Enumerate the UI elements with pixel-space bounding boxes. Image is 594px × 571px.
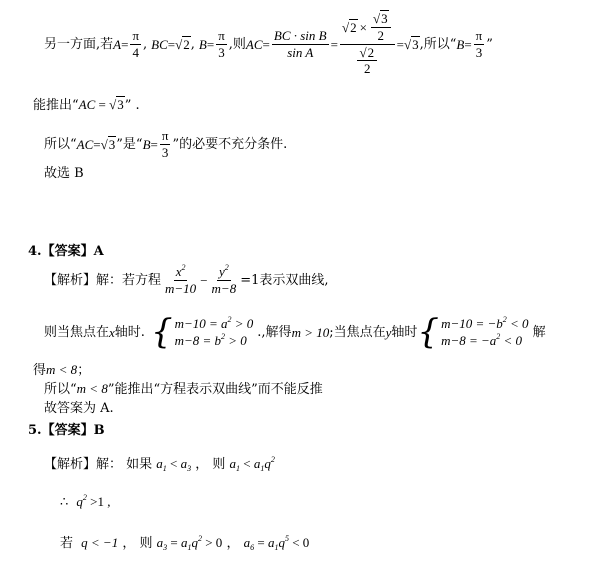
line-3: 所以“ AC = √3 ”是“ B = $\frac{\pi}{3}$ ”的必要不充分条件.: [44, 127, 288, 160]
math-var: A: [113, 36, 122, 52]
fraction: $\frac{\pi}{4}$: [132, 27, 140, 60]
line-4: 故选 B: [44, 166, 84, 181]
equation-system: { $m-10 = a^2 > 0$ $m-8 = b^2 > 0$: [150, 311, 254, 352]
q5-heading: 5.【答案】B: [28, 423, 105, 438]
q4-heading: 4.【答案】A: [28, 244, 104, 259]
q4-line-5: 故答案为 A.: [44, 401, 114, 416]
complex-fraction: √2 × $\frac{√3}{2}$ $\frac{√2}{2}$: [340, 12, 395, 76]
q4-line-2: 则当焦点在 x 轴时. { $m-10 = a^2 > 0$ $m-8 = b^2 > 0$ .,解得 m > 10 ;当焦点在 y 轴时 { $m-10 = -b^2 < 0$ $m-8 = -a^2 < 0$ 解: [44, 311, 546, 352]
q4-line-1: 【解析】解：若方程 $\frac{x^2}{m-10}$ − $\frac{y^2}{m-8}$ =1表示双曲线,: [44, 263, 329, 296]
math-op: =: [121, 36, 129, 52]
equation-system: { $m-10 = -b^2 < 0$ $m-8 = -a^2 < 0$: [417, 311, 529, 352]
line-2: 能推出“AC = √3” .: [33, 97, 140, 113]
fraction: $\frac{\text{BC · sin B}}{\text{sin A}}$: [273, 27, 327, 60]
q5-line-3: 若 q < −1 ， 则 $a_3 = a_1q^2 > 0$ ， $a_6 = a_1q^5 < 0$: [60, 534, 310, 552]
sqrt: √2: [175, 36, 190, 52]
fraction: $\frac{\pi}{3}$: [161, 127, 169, 160]
text: 另一方面,若: [44, 36, 114, 52]
q4-line-4: 所以“m < 8”能推出“方程表示双曲线”而不能反推: [44, 381, 323, 397]
q5-line-1: 【解析】解： 如果 $a_1 < a_3$ ， 则 $a_1 < a_1q^2$: [44, 455, 275, 473]
line-1: 另一方面,若 A = $\frac{\pi}{4}$ , BC = √2 , B = $\frac{\pi}{3}$ ,则 AC = $\frac{\text{BC · sin B}}{\text{sin A}}$ = √2 × $\frac{√3}{2}$ $\frac{√2}{2}$ = √3 ,所以“ B = $\frac{\pi}{3}$ ”: [44, 11, 493, 77]
fraction: $\frac{x^2}{m-10}$: [165, 263, 197, 296]
fraction: $\frac{y^2}{m-8}$: [211, 263, 237, 296]
fraction: $\frac{\pi}{3}$: [218, 27, 225, 60]
q4-line-3: 得m < 8；: [33, 362, 91, 378]
q5-line-2: ∴ $q^2 >1$ ,: [60, 493, 111, 509]
fraction: $\frac{\pi}{3}$: [475, 27, 483, 60]
